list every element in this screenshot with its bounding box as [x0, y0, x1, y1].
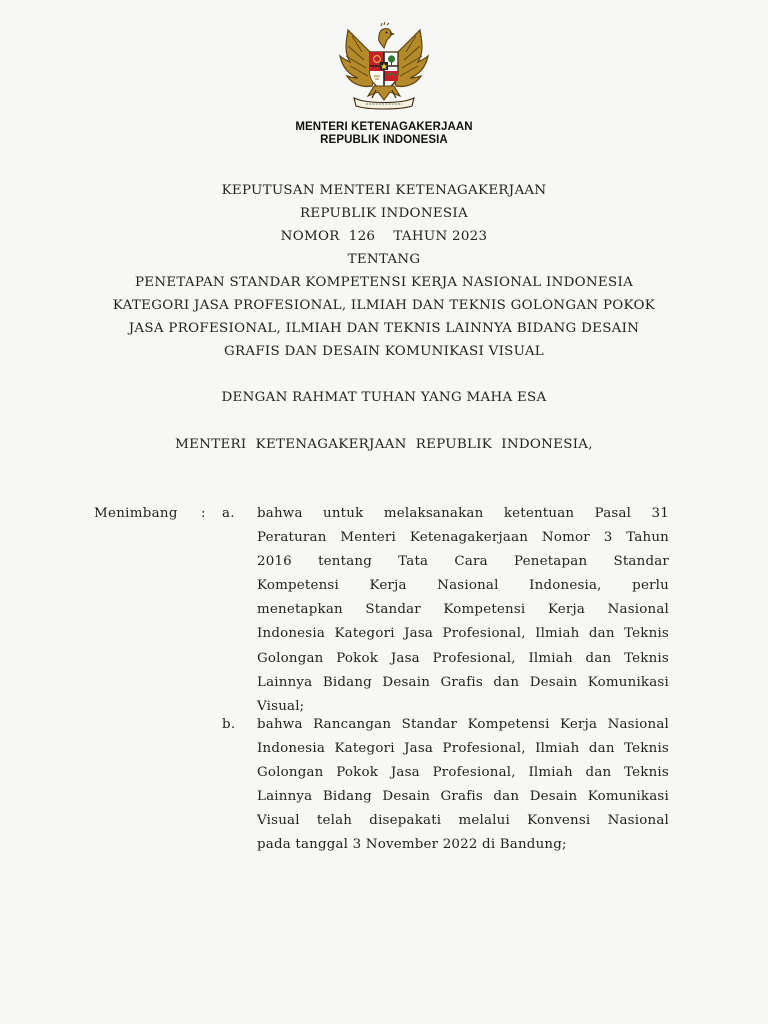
- ministry-name-line-2: REPUBLIK INDONESIA: [320, 134, 448, 146]
- item-a-line: 2016 tentang Tata Cara Penetapan Standar: [257, 554, 669, 570]
- item-b-line: Indonesia Kategori Jasa Profesional, Ilmiah dan Teknis: [257, 741, 669, 757]
- item-b-line: Golongan Pokok Jasa Profesional, Ilmiah dan Teknis: [257, 765, 669, 781]
- item-b-marker: b.: [222, 717, 236, 732]
- item-a-line: Kompetensi Kerja Nasional Indonesia, perlu: [257, 578, 669, 594]
- menimbang-colon: :: [201, 506, 206, 521]
- decree-tentang: TENTANG: [347, 252, 421, 267]
- item-b-line: pada tanggal 3 November 2022 di Bandung;: [257, 837, 567, 853]
- decree-subject-line-1: PENETAPAN STANDAR KOMPETENSI KERJA NASIONAL INDONESIA: [134, 275, 634, 290]
- item-b-line: Lainnya Bidang Desain Grafis dan Desain Komunikasi: [257, 789, 669, 805]
- decree-number-year: NOMOR 126 TAHUN 2023: [280, 229, 488, 244]
- decree-subject-line-2: KATEGORI JASA PROFESIONAL, ILMIAH DAN TEKNIS GOLONGAN POKOK: [112, 298, 656, 313]
- item-a-line: menetapkan Standar Kompetensi Kerja Nasional: [257, 602, 669, 618]
- item-b-line: Visual telah disepakati melalui Konvensi Nasional: [257, 813, 669, 829]
- decree-subject-line-4: GRAFIS DAN DESAIN KOMUNIKASI VISUAL: [223, 344, 544, 359]
- item-a-marker: a.: [222, 506, 235, 521]
- decree-title-line-1: KEPUTUSAN MENTERI KETENAGAKERJAAN: [221, 183, 547, 198]
- item-a-line: Peraturan Menteri Ketenagakerjaan Nomor 3 Tahun: [257, 530, 669, 546]
- garuda-pancasila-emblem-icon: [332, 22, 436, 112]
- item-b-line: bahwa Rancangan Standar Kompetensi Kerja Nasional: [257, 717, 669, 732]
- item-a-line: bahwa untuk melaksanakan ketentuan Pasal 31: [257, 506, 669, 521]
- minister-heading: MENTERI KETENAGAKERJAAN REPUBLIK INDONESIA,: [175, 437, 593, 452]
- item-a-line: Indonesia Kategori Jasa Profesional, Ilmiah dan Teknis: [257, 626, 669, 642]
- decree-title-line-2: REPUBLIK INDONESIA: [300, 206, 468, 221]
- item-a-line: Golongan Pokok Jasa Profesional, Ilmiah dan Teknis: [257, 650, 669, 666]
- decree-subject-line-3: JASA PROFESIONAL, ILMIAH DAN TEKNIS LAINNYA BIDANG DESAIN: [128, 321, 640, 336]
- item-b-text: [257, 713, 669, 858]
- item-a-text: [257, 502, 669, 719]
- ministry-name-line-1: MENTERI KETENAGAKERJAAN: [295, 121, 473, 133]
- item-a-line: Lainnya Bidang Desain Grafis dan Desain Komunikasi: [257, 674, 669, 690]
- item-a-line: Visual;: [257, 698, 305, 714]
- menimbang-label: Menimbang: [94, 506, 178, 521]
- invocation: DENGAN RAHMAT TUHAN YANG MAHA ESA: [221, 390, 547, 405]
